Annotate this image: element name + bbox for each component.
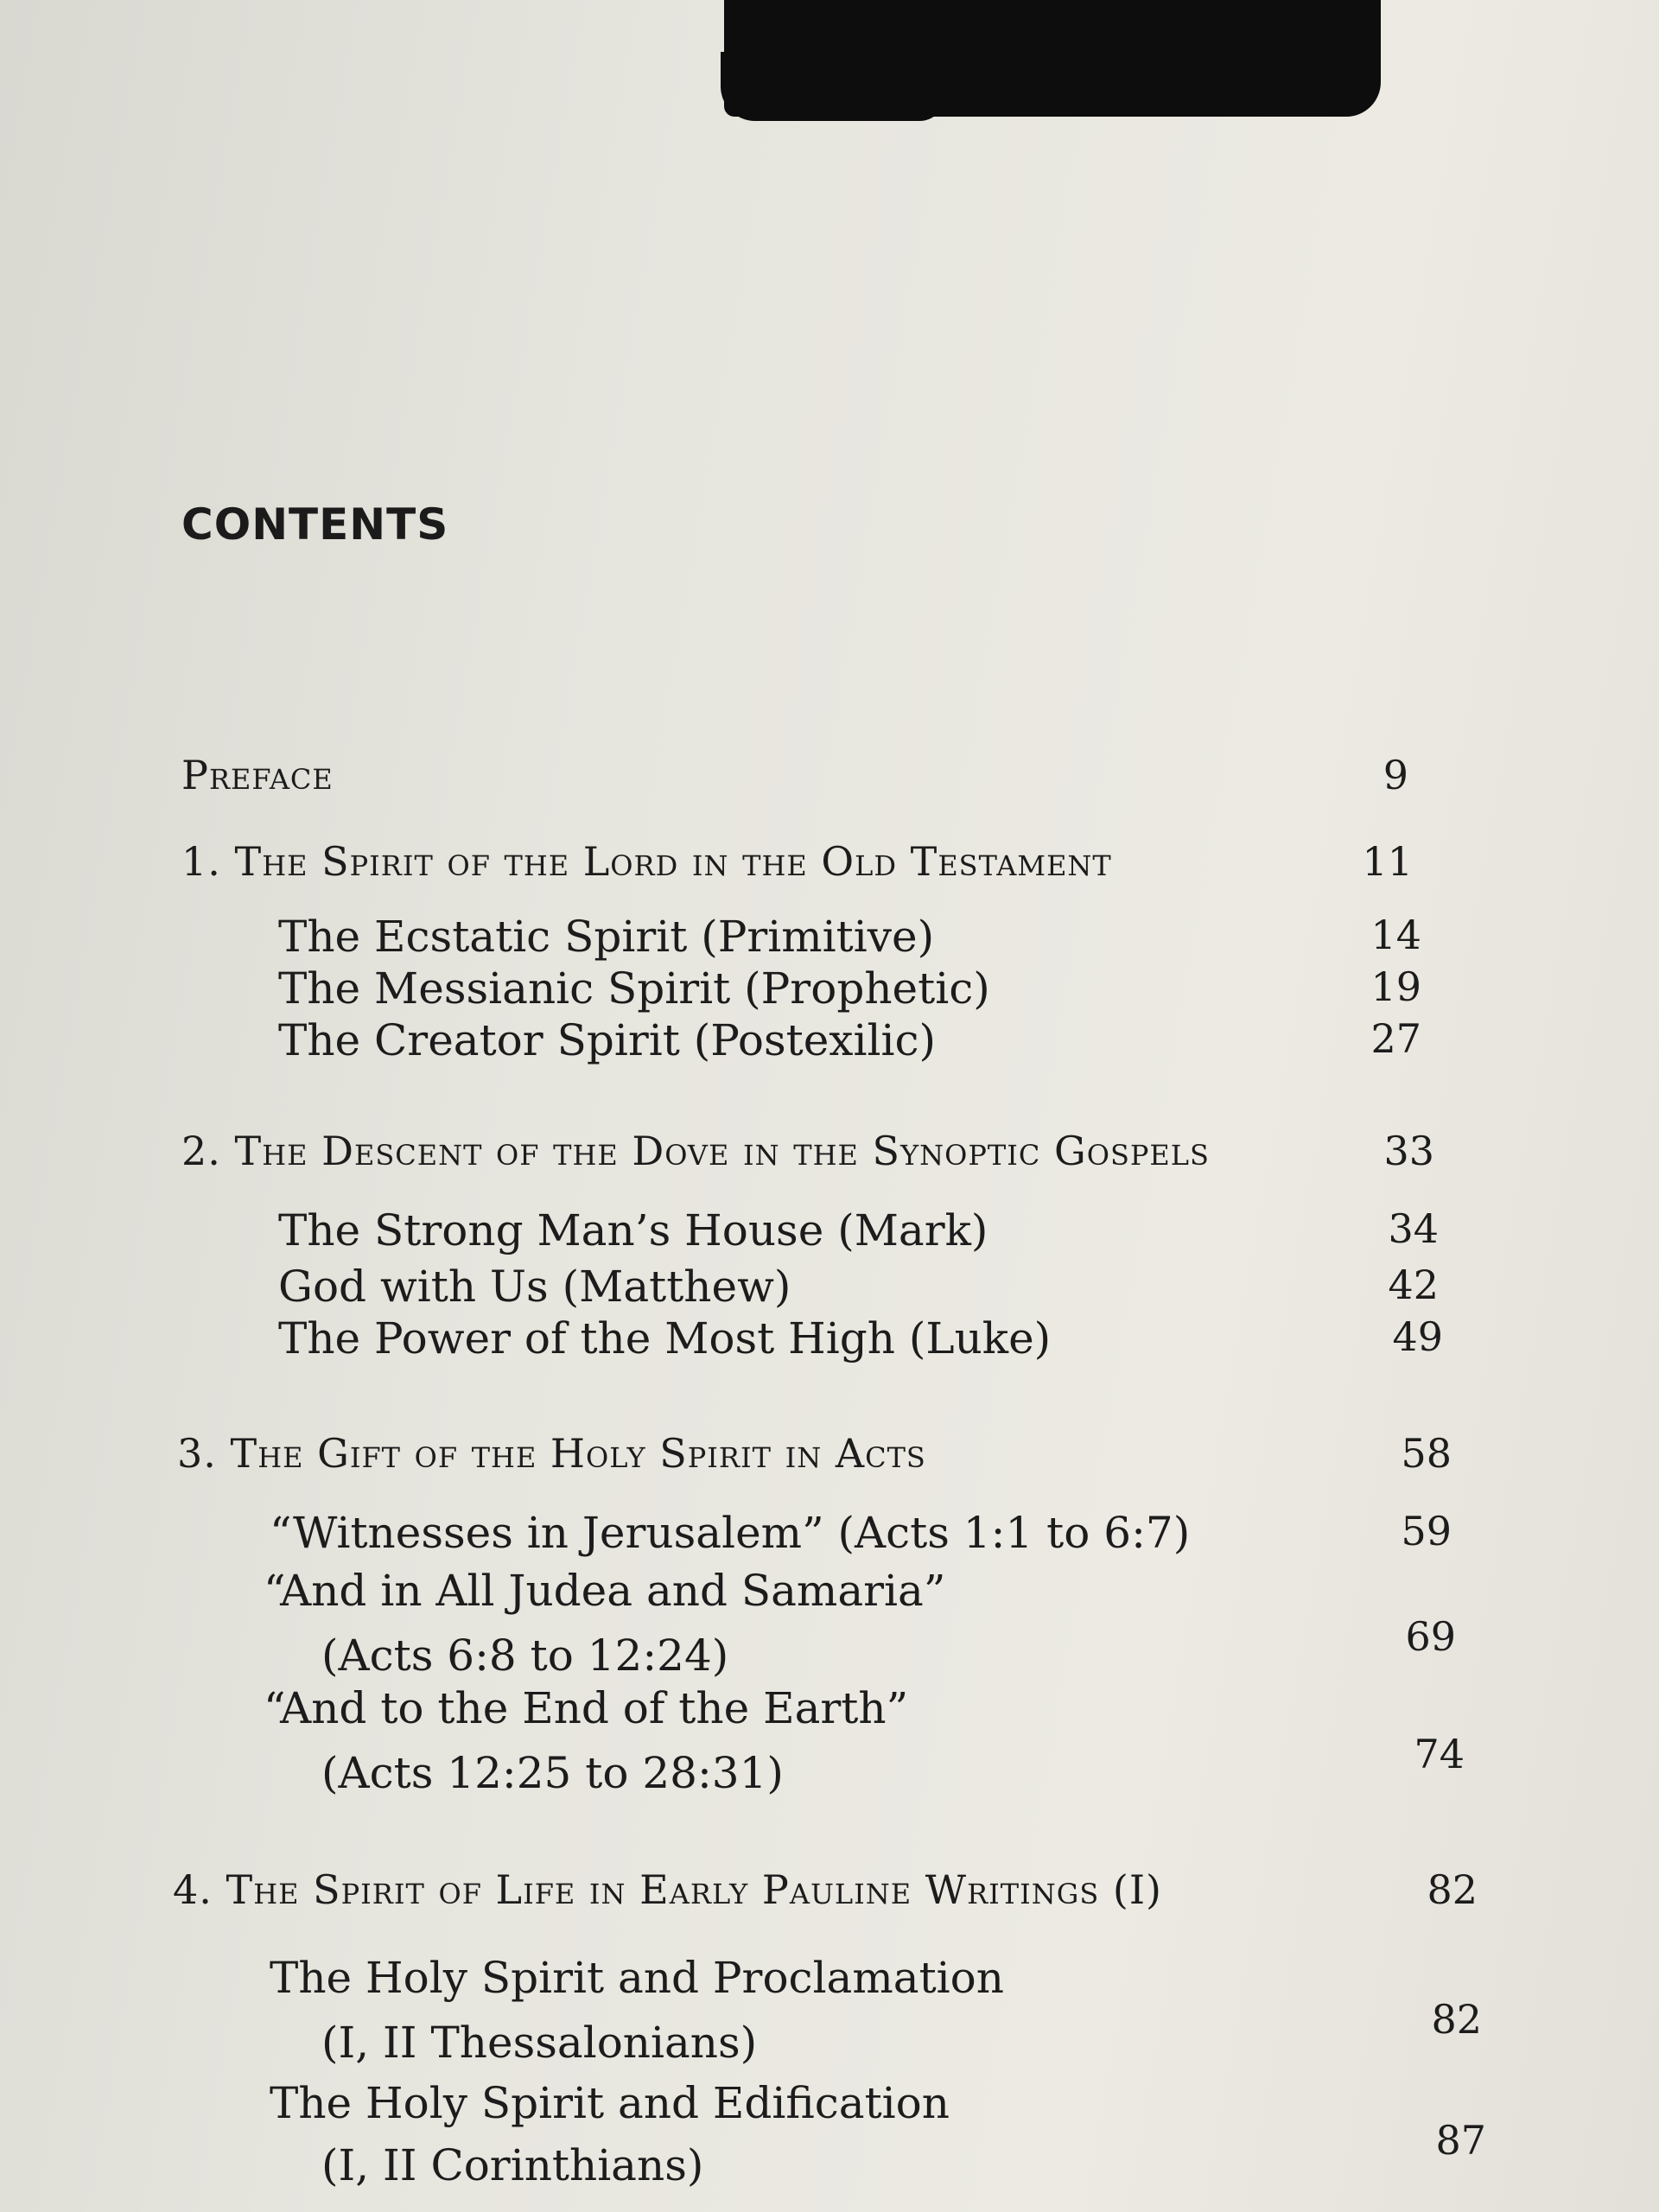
toc-entry-label: The Messianic Spirit (Prophetic) <box>278 963 990 1014</box>
toc-entry-page: 34 <box>1388 1205 1439 1252</box>
toc-entry-page: 82 <box>1427 1866 1478 1913</box>
toc-entry-label-continued: (I, II Thessalonians) <box>321 2018 758 2068</box>
toc-entry-page: 42 <box>1388 1262 1439 1308</box>
toc-entry-page: 19 <box>1370 963 1421 1010</box>
toc-entry-label: 1. The Spirit of the Lord in the Old Testament <box>181 838 1112 885</box>
toc-entry-page: 14 <box>1370 912 1421 958</box>
redaction-mark <box>724 0 1381 117</box>
toc-entry-label: “And to the End of the Earth” <box>264 1683 909 1733</box>
toc-entry-label: 4. The Spirit of Life in Early Pauline Writings (I) <box>173 1866 1162 1913</box>
toc-entry-page: 49 <box>1392 1313 1443 1360</box>
toc-entry-label: “And in All Judea and Samaria” <box>264 1566 946 1616</box>
toc-entry-page: 59 <box>1401 1508 1452 1554</box>
toc-entry-label-continued: (Acts 6:8 to 12:24) <box>321 1630 729 1681</box>
toc-entry-page: 69 <box>1405 1613 1456 1660</box>
toc-entry-page: 82 <box>1431 1996 1482 2043</box>
toc-entry-label: The Holy Spirit and Edification <box>270 2078 950 2128</box>
toc-entry-label: The Power of the Most High (Luke) <box>278 1313 1052 1363</box>
toc-entry-label-continued: (I, II Corinthians) <box>321 2140 704 2190</box>
toc-entry-label: “Witnesses in Jerusalem” (Acts 1:1 to 6:7) <box>270 1508 1191 1558</box>
toc-entry-page: 9 <box>1382 752 1408 798</box>
toc-entry-label: 3. The Gift of the Holy Spirit in Acts <box>177 1430 926 1477</box>
toc-entry-page: 87 <box>1435 2117 1486 2164</box>
toc-entry-label: God with Us (Matthew) <box>278 1262 791 1312</box>
toc-entry-label: The Ecstatic Spirit (Primitive) <box>278 912 935 962</box>
toc-entry-label: Preface <box>181 752 334 798</box>
toc-entry-page: 58 <box>1401 1430 1452 1477</box>
toc-entry-label: The Strong Man’s House (Mark) <box>278 1205 988 1255</box>
toc-entry-label: The Creator Spirit (Postexilic) <box>278 1015 936 1065</box>
toc-entry-page: 74 <box>1414 1731 1465 1777</box>
toc-entry-page: 11 <box>1362 838 1413 885</box>
toc-entry-label-continued: (Acts 12:25 to 28:31) <box>321 1748 784 1798</box>
toc-entry-page: 33 <box>1383 1128 1434 1174</box>
page-title: CONTENTS <box>181 499 449 550</box>
toc-entry-label: The Holy Spirit and Proclamation <box>270 1953 1004 2003</box>
toc-entry-page: 27 <box>1370 1015 1421 1062</box>
toc-entry-label: 2. The Descent of the Dove in the Synoptic Gospels <box>181 1128 1210 1174</box>
